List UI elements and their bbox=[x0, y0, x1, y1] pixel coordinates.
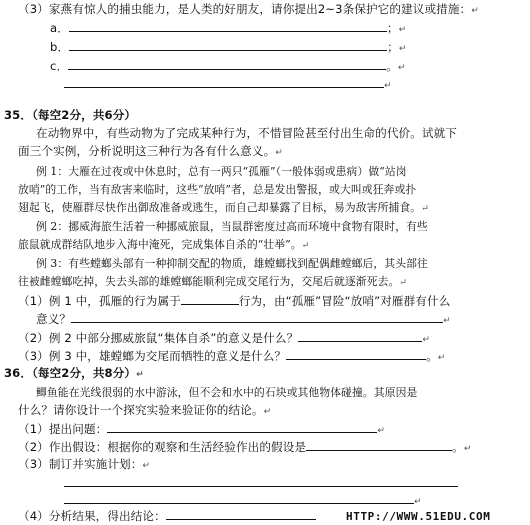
q36-header: 36．（每空2分，共8分）↵ bbox=[4, 366, 144, 380]
q35-example-2-line-2: 旅鼠就成群结队地步入海中淹死，完成集体自杀的“壮举”。↵ bbox=[18, 238, 310, 251]
q34-3-prompt: （3）家燕有惊人的捕虫能力，是人类的好朋友，请你提出2~3条保护它的建议或措施：↵ bbox=[18, 2, 479, 16]
return-mark-icon: ↵ bbox=[301, 241, 310, 251]
q36-step-3: （3）制订并实施计划：↵ bbox=[18, 457, 151, 471]
q35-intro-1: 在动物界中，有些动物为了完成某种行为，不惜冒险甚至付出生命的代价。试就下 bbox=[36, 126, 457, 140]
q36-step-2: （2）作出假设：根据你的观察和生活经验作出的假设是 。↵ bbox=[18, 440, 472, 454]
return-mark-icon: ↵ bbox=[398, 25, 407, 35]
q35-sub-1: （1）例 1 中，孤雁的行为属于 行为，由“孤雁”冒险“放哨”对雁群有什么 bbox=[18, 294, 451, 308]
answer-blank-c[interactable] bbox=[68, 58, 386, 70]
q35-header: 35．（每空2分，共6分） bbox=[4, 108, 137, 122]
answer-blank-goose-meaning[interactable] bbox=[71, 311, 443, 323]
q36-plan-line-1 bbox=[64, 475, 458, 491]
answer-blank-mantis-meaning[interactable] bbox=[286, 348, 426, 360]
q36-intro-2: 什么？请你设计一个探究实验来验证你的结论。↵ bbox=[18, 403, 272, 417]
q35-example-3-line-1: 例 3：有些螳螂头部有一种抑制交配的物质，雄螳螂找到配偶雌螳螂后，其头部往 bbox=[36, 257, 428, 270]
return-mark-icon: ↵ bbox=[398, 44, 407, 54]
q35-sub-3: （3）例 3 中，雄螳螂为交尾而牺牲的意义是什么？ 。↵ bbox=[18, 349, 446, 363]
return-mark-icon: ↵ bbox=[377, 426, 385, 436]
q34-3-item-c: c． 。↵ bbox=[50, 59, 406, 73]
answer-blank-b[interactable] bbox=[69, 39, 387, 51]
q34-3-extra-line bbox=[64, 76, 392, 94]
answer-blank-extra[interactable] bbox=[64, 76, 384, 88]
q34-3-item-b: b． ；↵ bbox=[50, 40, 407, 54]
return-mark-icon: ↵ bbox=[463, 444, 472, 454]
q35-example-3-line-2: 往被雌螳螂吃掉，失去头部的雄螳螂能顺利完成交尾行为，交尾后就逐渐死去。↵ bbox=[18, 275, 408, 288]
answer-blank-lemming-meaning[interactable] bbox=[298, 330, 422, 342]
q36-step-1: （1）提出问题： ↵ bbox=[18, 422, 385, 436]
q36-intro-1: 鲫鱼能在光线很弱的水中游泳，但不会和水中的石块或其他物体碰撞。其原因是 bbox=[36, 386, 418, 399]
q34-3-item-a: a． ；↵ bbox=[50, 21, 407, 35]
return-mark-icon: ↵ bbox=[263, 407, 272, 417]
return-mark-icon: ↵ bbox=[471, 6, 479, 16]
return-mark-icon: ↵ bbox=[275, 148, 283, 158]
watermark: HTTP://WWW.51EDU.COM bbox=[346, 510, 491, 523]
answer-blank-behavior-type[interactable] bbox=[181, 293, 239, 305]
return-mark-icon: ↵ bbox=[136, 370, 144, 380]
answer-blank-hypothesis[interactable] bbox=[306, 439, 452, 451]
q35-intro-2: 面三个实例，分析说明这三种行为各有什么意义。↵ bbox=[18, 144, 283, 158]
answer-blank-plan-1[interactable] bbox=[64, 475, 458, 487]
return-mark-icon: ↵ bbox=[437, 353, 446, 363]
return-mark-icon: ↵ bbox=[397, 63, 406, 73]
return-mark-icon: ↵ bbox=[414, 497, 422, 507]
q35-example-1-line-2: 放哨”的工作，当有敌害来临时，这些“放哨”者，总是发出警报，或大叫或狂奔或扑 bbox=[18, 183, 417, 196]
return-mark-icon: ↵ bbox=[384, 81, 392, 91]
q35-example-1-line-3: 翅起飞，使雁群尽快作出御敌准备或逃生，而自己却暴露了目标，易为敌害所捕食。↵ bbox=[18, 201, 429, 214]
answer-blank-conclusion[interactable] bbox=[166, 508, 316, 520]
return-mark-icon: ↵ bbox=[422, 335, 430, 345]
answer-blank-question[interactable] bbox=[107, 421, 377, 433]
return-mark-icon: ↵ bbox=[399, 278, 408, 288]
return-mark-icon: ↵ bbox=[142, 461, 151, 471]
q35-sub-2: （2）例 2 中部分挪威旅鼠“集体自杀”的意义是什么？ ↵ bbox=[18, 331, 430, 345]
answer-blank-plan-2[interactable] bbox=[64, 492, 414, 504]
q35-example-1-line-1: 例 1：大雁在过夜或中休息时，总有一两只“孤雁”（一般体弱或患病）做“站岗 bbox=[36, 165, 407, 178]
q35-example-2-line-1: 例 2：挪威海旅生活着一种挪威旅鼠，当鼠群密度过高而环境中食物有限时，有些 bbox=[36, 220, 428, 233]
return-mark-icon: ↵ bbox=[421, 204, 429, 214]
answer-blank-a[interactable] bbox=[69, 20, 387, 32]
q36-step-4: （4）分析结果，得出结论： bbox=[18, 508, 316, 524]
q35-sub-1-cont: 意义？ ↵ bbox=[36, 312, 451, 326]
return-mark-icon: ↵ bbox=[443, 316, 451, 326]
